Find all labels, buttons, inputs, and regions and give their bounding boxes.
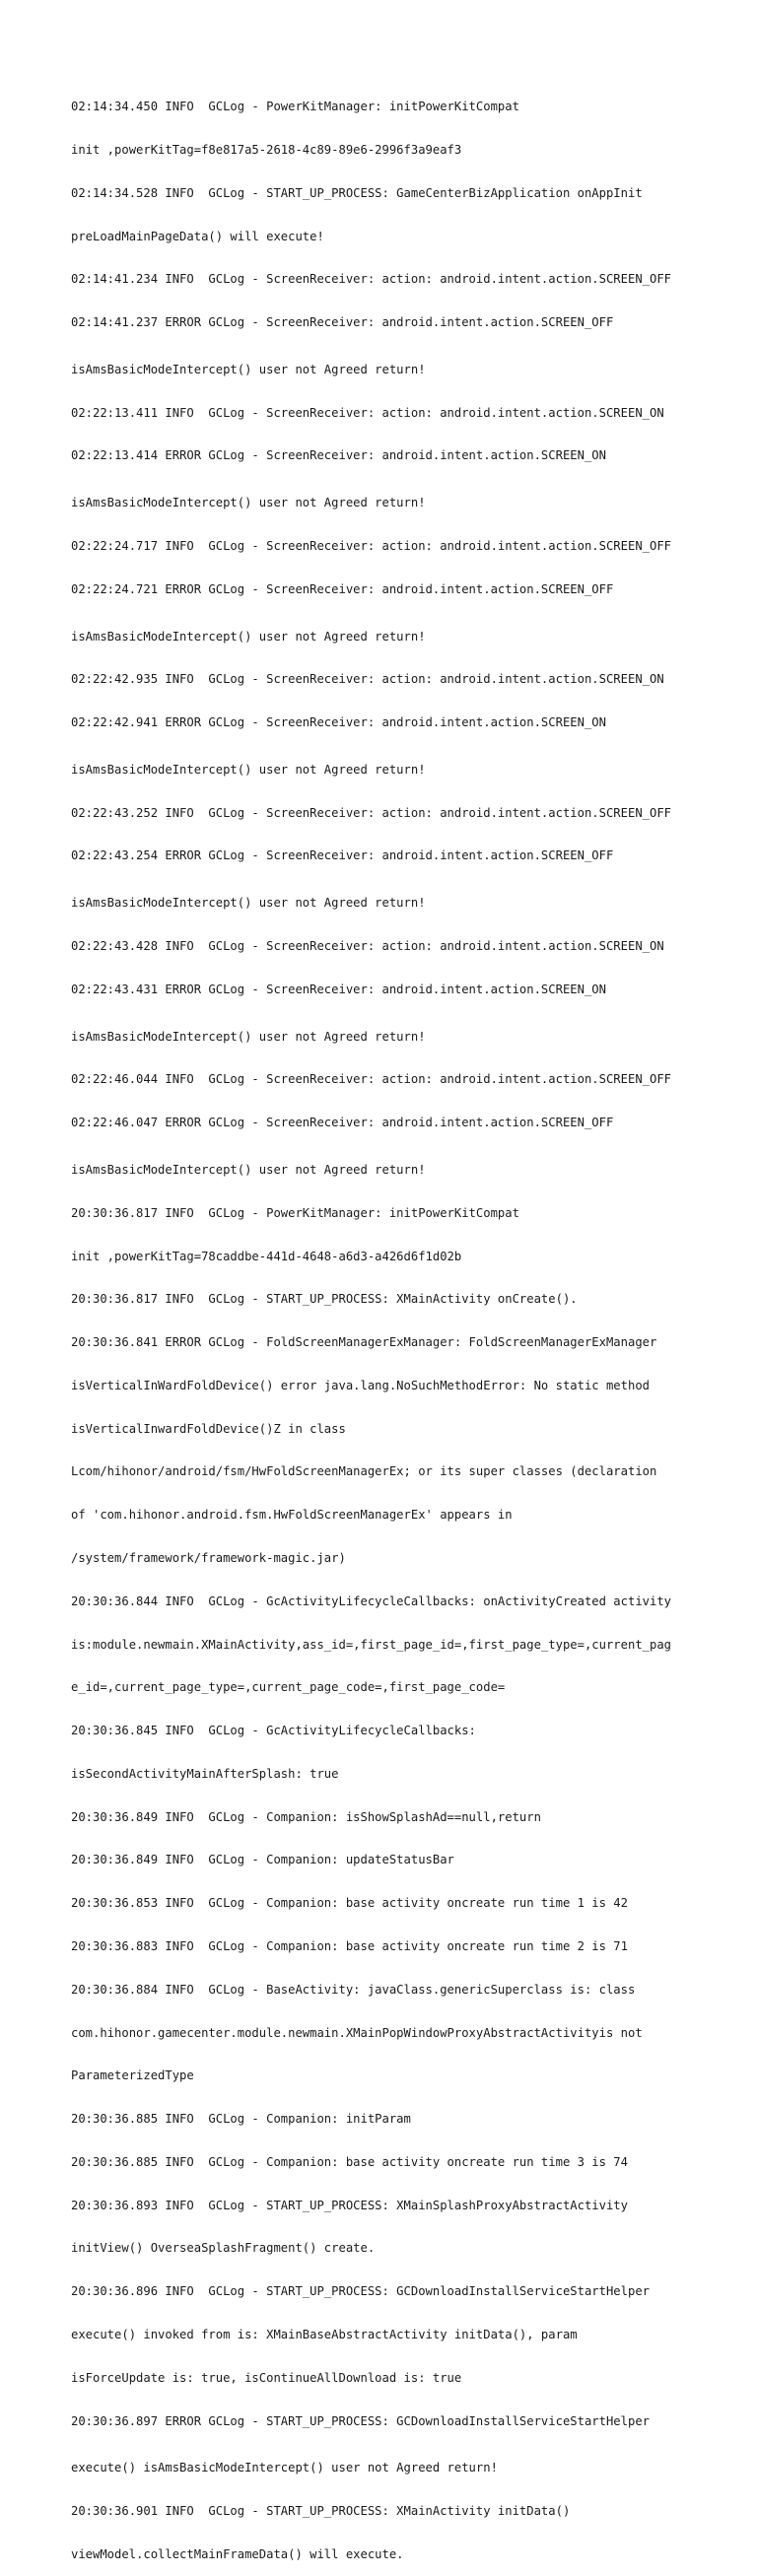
log-line: of 'com.hihonor.android.fsm.HwFoldScreenManagerEx' appears in — [71, 1508, 513, 1523]
log-line: 20:30:36.901 INFO GCLog - START_UP_PROCESS: XMainActivity initData() — [71, 2504, 571, 2519]
log-line: Lcom/hihonor/android/fsm/HwFoldScreenManagerEx; or its super classes (declaration — [71, 1464, 657, 1479]
log-line: preLoadMainPageData() will execute! — [71, 229, 324, 243]
log-line: 20:30:36.896 INFO GCLog - START_UP_PROCESS: GCDownloadInstallServiceStartHelper — [71, 2284, 650, 2299]
log-line: isAmsBasicModeIntercept() user not Agreed return! — [71, 496, 426, 510]
log-line: execute() isAmsBasicModeIntercept() user not Agreed return! — [71, 2461, 498, 2475]
log-line: 02:22:42.941 ERROR GCLog - ScreenReceiver: android.intent.action.SCREEN_ON — [71, 715, 606, 730]
log-line: execute() invoked from is: XMainBaseAbstractActivity initData(), param — [71, 2328, 578, 2342]
log-line: 20:30:36.897 ERROR GCLog - START_UP_PROCESS: GCDownloadInstallServiceStartHelper — [71, 2413, 650, 2428]
log-line: 02:22:46.044 INFO GCLog - ScreenReceiver: action: android.intent.action.SCREEN_OFF — [71, 1072, 672, 1087]
log-line: isSecondActivityMainAfterSplash: true — [71, 1766, 339, 1781]
log-line: initView() OverseaSplashFragment() create. — [71, 2241, 376, 2256]
log-line: 02:22:43.428 INFO GCLog - ScreenReceiver: action: android.intent.action.SCREEN_ON — [71, 939, 664, 954]
log-line: 02:14:34.528 INFO GCLog - START_UP_PROCESS: GameCenterBizApplication onAppInit — [71, 185, 643, 200]
log-line: 20:30:36.844 INFO GCLog - GcActivityLifecycleCallbacks: onActivityCreated activity — [71, 1593, 672, 1608]
log-line: 20:30:36.849 INFO GCLog - Companion: updateStatusBar — [71, 1853, 454, 1867]
log-line: 20:30:36.841 ERROR GCLog - FoldScreenManagerExManager: FoldScreenManagerExManager — [71, 1335, 657, 1350]
log-line: 02:22:24.717 INFO GCLog - ScreenReceiver: action: android.intent.action.SCREEN_OFF — [71, 539, 672, 553]
log-line: init ,powerKitTag=78caddbe-441d-4648-a6d3-a426d6f1d02b — [71, 1249, 462, 1263]
log-line: 20:30:36.885 INFO GCLog - Companion: base activity oncreate run time 3 is 74 — [71, 2154, 628, 2169]
log-line: 20:30:36.883 INFO GCLog - Companion: base activity oncreate run time 2 is 71 — [71, 1939, 628, 1953]
log-line: init ,powerKitTag=f8e817a5-2618-4c89-89e6-2996f3a9eaf3 — [71, 142, 462, 157]
log-line: ParameterizedType — [71, 2068, 194, 2083]
log-line: 02:22:13.411 INFO GCLog - ScreenReceiver: action: android.intent.action.SCREEN_ON — [71, 405, 664, 420]
log-line: isVerticalInwardFoldDevice()Z in class — [71, 1421, 346, 1436]
log-line: viewModel.collectMainFrameData() will execute. — [71, 2546, 404, 2561]
log-line: isAmsBasicModeIntercept() user not Agreed return! — [71, 896, 426, 911]
log-line: 02:14:41.234 INFO GCLog - ScreenReceiver: action: android.intent.action.SCREEN_OFF — [71, 272, 672, 287]
log-line: 20:30:36.817 INFO GCLog - PowerKitManager: initPowerKitCompat — [71, 1205, 519, 1220]
log-line: 02:14:34.450 INFO GCLog - PowerKitManager: initPowerKitCompat — [71, 100, 519, 114]
log-line: e_id=,current_page_type=,current_page_code=,first_page_code= — [71, 1680, 506, 1695]
log-line: is:module.newmain.XMainActivity,ass_id=,first_page_id=,first_page_type=,current_pag — [71, 1637, 672, 1652]
log-line: /system/framework/framework-magic.jar) — [71, 1550, 346, 1565]
log-line: 02:14:41.237 ERROR GCLog - ScreenReceiver: android.intent.action.SCREEN_OFF — [71, 315, 614, 330]
log-line: 20:30:36.849 INFO GCLog - Companion: isShowSplashAd==null,return — [71, 1809, 541, 1824]
log-line: 20:30:36.845 INFO GCLog - GcActivityLifecycleCallbacks: — [71, 1724, 476, 1738]
log-line: 20:30:36.893 INFO GCLog - START_UP_PROCESS: XMainSplashProxyAbstractActivity — [71, 2198, 628, 2212]
log-line: isAmsBasicModeIntercept() user not Agreed return! — [71, 1162, 426, 1177]
log-line: isForceUpdate is: true, isContinueAllDownload is: true — [71, 2370, 462, 2385]
log-line: 02:22:43.252 INFO GCLog - ScreenReceiver: action: android.intent.action.SCREEN_OFF — [71, 805, 672, 820]
log-line: 20:30:36.884 INFO GCLog - BaseActivity: javaClass.genericSuperclass is: class — [71, 1982, 636, 1997]
log-line: 02:22:43.431 ERROR GCLog - ScreenReceiver: android.intent.action.SCREEN_ON — [71, 982, 606, 996]
log-line: 20:30:36.817 INFO GCLog - START_UP_PROCESS: XMainActivity onCreate(). — [71, 1292, 578, 1307]
log-line: isAmsBasicModeIntercept() user not Agreed return! — [71, 762, 426, 777]
log-line: 02:22:13.414 ERROR GCLog - ScreenReceiver: android.intent.action.SCREEN_ON — [71, 448, 606, 463]
log-document — [71, 71, 692, 2576]
log-line: isVerticalInWardFoldDevice() error java.lang.NoSuchMethodError: No static method — [71, 1378, 650, 1392]
log-line: 02:22:43.254 ERROR GCLog - ScreenReceiver: android.intent.action.SCREEN_OFF — [71, 848, 614, 863]
log-line: isAmsBasicModeIntercept() user not Agreed return! — [71, 1029, 426, 1044]
log-line: 02:22:42.935 INFO GCLog - ScreenReceiver: action: android.intent.action.SCREEN_ON — [71, 672, 664, 687]
log-line: 20:30:36.885 INFO GCLog - Companion: initParam — [71, 2112, 411, 2127]
log-line: 20:30:36.853 INFO GCLog - Companion: base activity oncreate run time 1 is 42 — [71, 1896, 628, 1911]
log-line: 02:22:46.047 ERROR GCLog - ScreenReceiver: android.intent.action.SCREEN_OFF — [71, 1116, 614, 1130]
log-line: isAmsBasicModeIntercept() user not Agreed return! — [71, 629, 426, 644]
log-line: isAmsBasicModeIntercept() user not Agreed return! — [71, 362, 426, 376]
log-line: 02:22:24.721 ERROR GCLog - ScreenReceiver: android.intent.action.SCREEN_OFF — [71, 581, 614, 596]
log-line: com.hihonor.gamecenter.module.newmain.XMainPopWindowProxyAbstractActivityis not — [71, 2025, 643, 2040]
